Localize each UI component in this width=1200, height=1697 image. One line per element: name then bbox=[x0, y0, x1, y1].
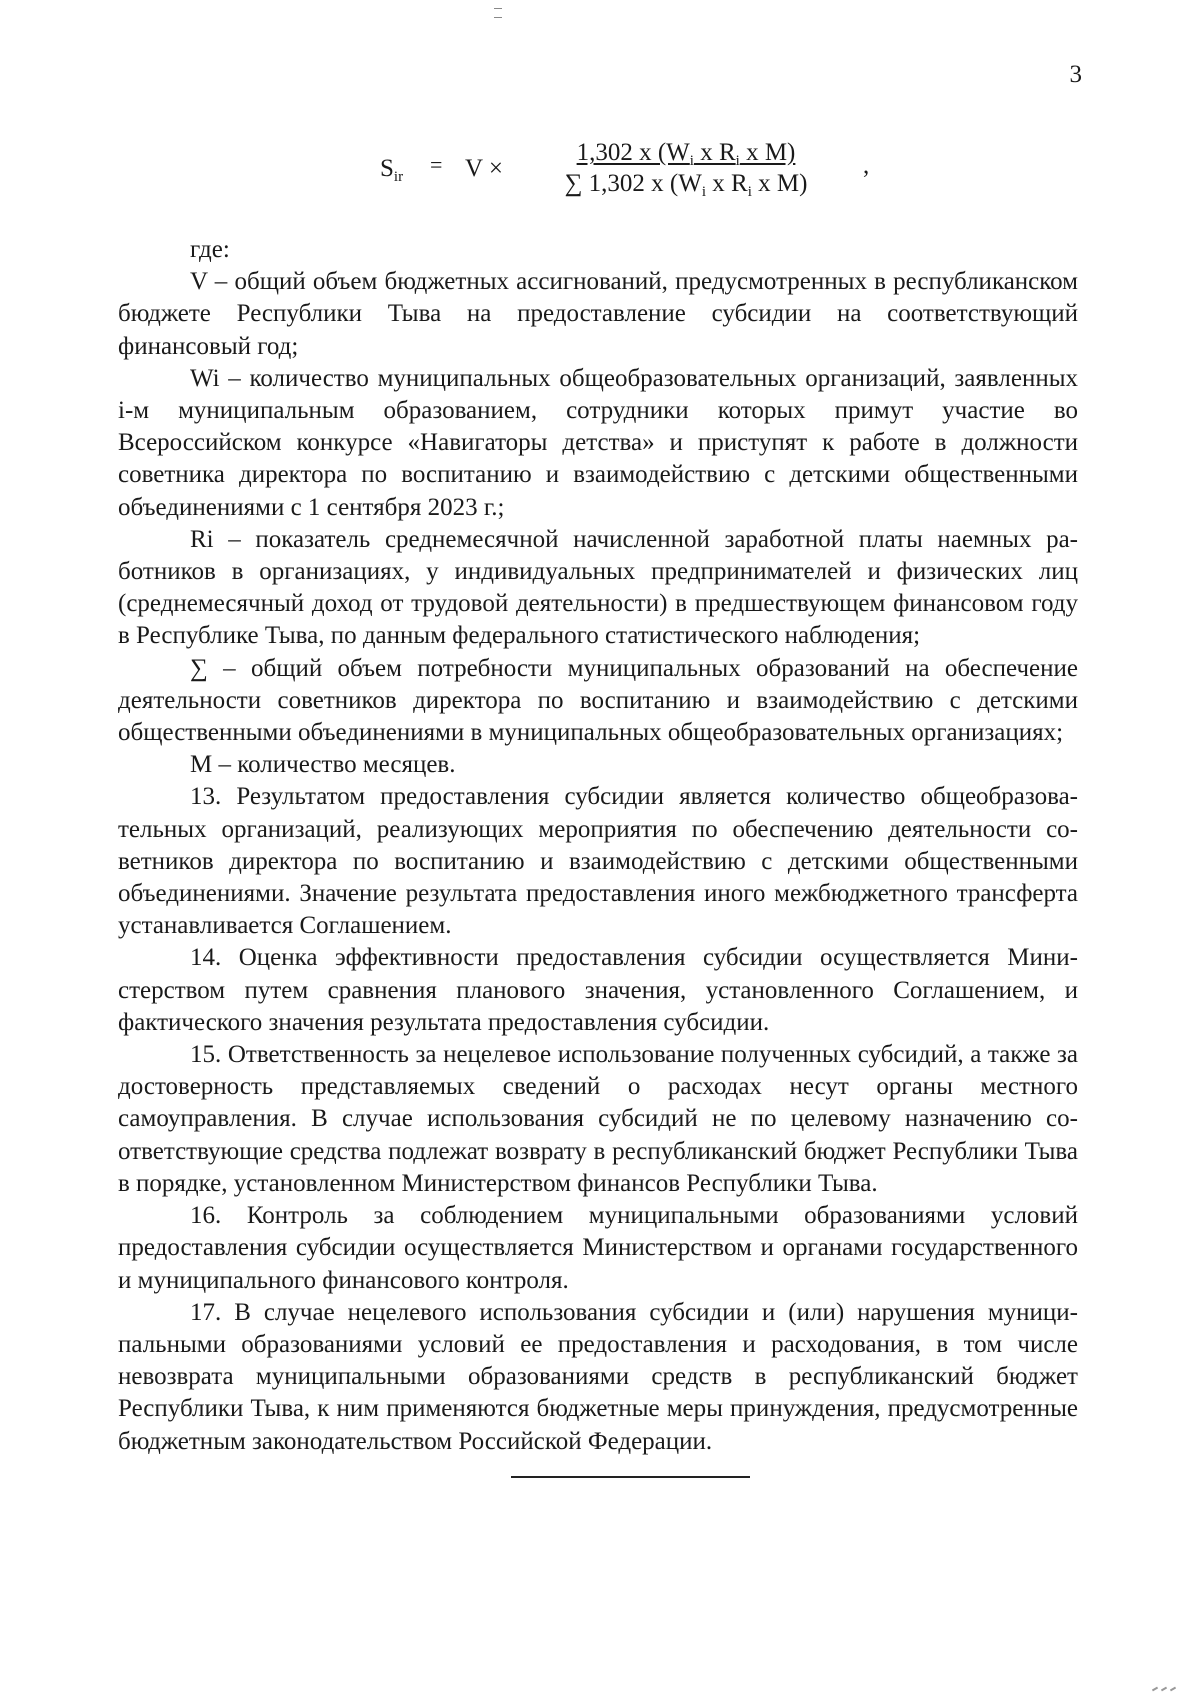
paragraph-def-v: V – общий объем бюджетных ассигнований, предусмотренных в республиканском бюджете Республики Тыва на предоставление субсидии на соответствующий финансовый год; bbox=[118, 268, 1078, 360]
document-body bbox=[118, 234, 1078, 1458]
paragraph-def-ri: Ri – показатель среднемесячной начисленной заработной платы наемных работников в организациях, у индивидуальных предпринимателей и физических лиц (среднемесячный доход от трудовой деятельности) в предшествующем финансовом году в Республике Тыва, по данным федерального статистического наблюдения; bbox=[118, 525, 1078, 650]
formula-numerator: 1,302 x ($W_i$ x $R_i$ x M) bbox=[576, 139, 796, 169]
formula-lhs: $S_{ir}$ bbox=[380, 155, 404, 185]
formula-denominator: ∑ 1,302 x ($W_i$ x $R_i$ x M) bbox=[564, 170, 808, 200]
formula-multiplier: V × bbox=[465, 155, 503, 182]
paragraph-def-wi: Wi – количество муниципальных общеобразовательных организаций, заявленных i-м муниципальным образованием, сотрудники которых примут участие во Всероссийском конкурсе «Навигаторы детства» и приступят к работе в должности советника директора по воспитанию и взаимодействию с детскими общественными объединениями с 1 сентября 2023 г.; bbox=[118, 364, 1078, 521]
paragraph-def-sum: ∑ – общий объем потребности муниципальных образований на обеспечение деятельности советников директора по воспитанию и взаимодействию с детскими общественными объединениями в муниципальных общеобразовательных организациях; bbox=[118, 654, 1078, 747]
page-number: 3 bbox=[1069, 61, 1082, 88]
paragraph-16: 16. Контроль за соблюдением муниципальными образованиями условий предоставления субсидии осуществляется Министерством и органами государственного и муниципального финансового контроля. bbox=[118, 1202, 1078, 1294]
paragraph-15: 15. Ответственность за нецелевое использование полученных субсидий, а также за достоверность представляемых сведений о расходах несут органы местного самоуправления. В случае использования субсидий не по целевому назначению соответствующие средства подлежат возврату в республиканский бюджет Республики Тыва в порядке, установленном Министерством финансов Республики Тыва. bbox=[118, 1041, 1078, 1197]
paragraph-where: где: bbox=[190, 236, 230, 263]
formula-equals: = bbox=[430, 152, 443, 177]
scan-artifact-mark bbox=[494, 0, 502, 24]
paragraph-13: 13. Результатом предоставления субсидии является количество общеобразовательных организаций, реализующих мероприятия по обеспечению деятельности советников директора по воспитанию и взаимодействию с детскими общественными объединениями. Значение результата предоставления иного межбюджетного трансферта устанавливается Соглашением. bbox=[118, 783, 1078, 940]
paragraph-17: 17. В случае нецелевого использования субсидии и (или) нарушения муниципальными образованиями условий ее предоставления и расходования, в том числе невозврата муниципальными образованиями средств в республиканский бюджет Республики Тыва, к ним применяются бюджетные меры принуждения, предусмотренные бюджетным законодательством Российской Федерации. bbox=[118, 1298, 1078, 1455]
end-divider-line bbox=[511, 1476, 750, 1478]
scan-corner-artifact bbox=[1152, 1677, 1188, 1689]
formula-fraction bbox=[546, 138, 826, 200]
paragraph-def-m: М – количество месяцев. bbox=[190, 751, 456, 779]
formula-comma: , bbox=[863, 152, 870, 179]
paragraph-14: 14. Оценка эффективности предоставления субсидии осуществляется Министерством путем сравнения планового значения, установленного Соглашением, и фактического значения результата предоставления субсидии. bbox=[118, 944, 1078, 1036]
